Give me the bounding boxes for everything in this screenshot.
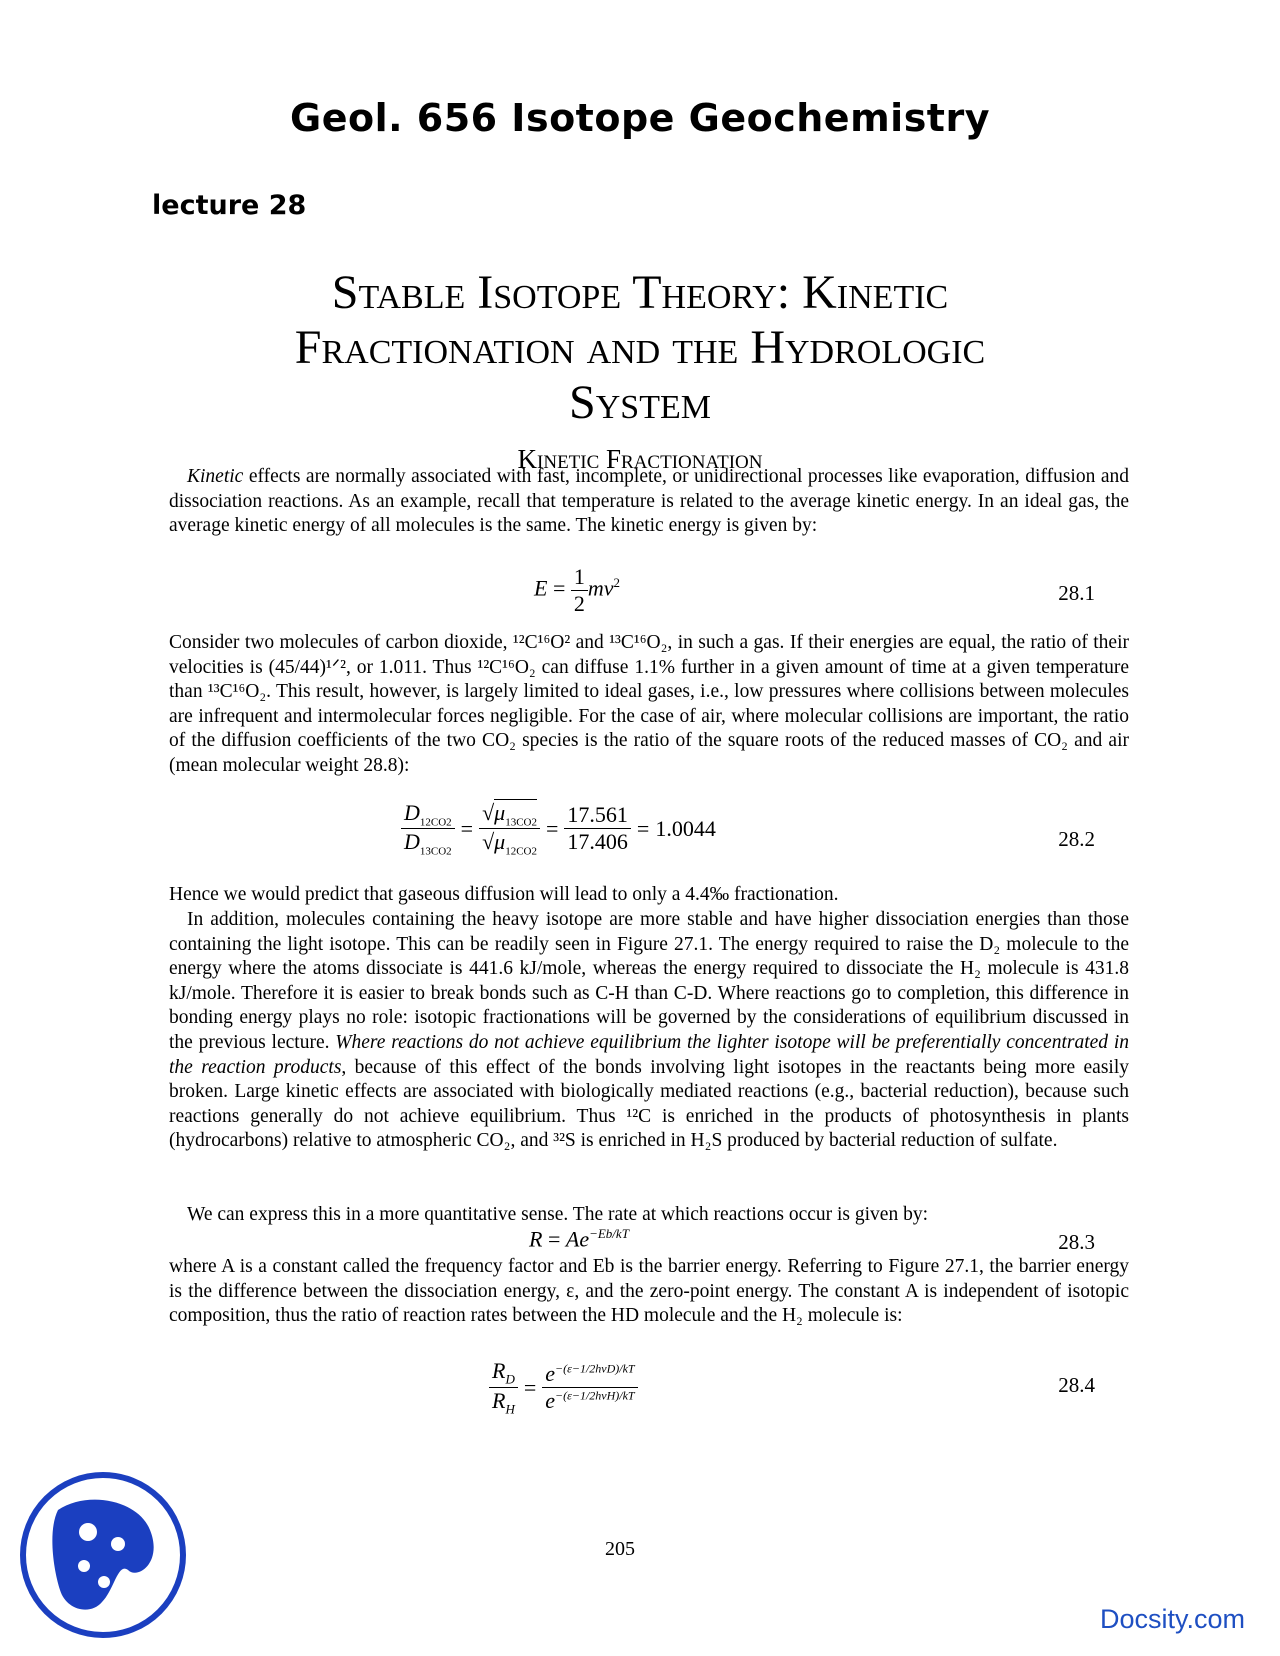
eq1-lhs: E [534, 575, 548, 601]
equation-28-2: $\frac{D_{12CO2}}{D_{13CO2}}$ = $\frac{√\mu_{13CO2}}{√\mu_{12CO2}}$ = $\frac{17.561}{17.406}$ = 1.0044 28.2 [169, 800, 1129, 880]
eq4-exponential-ratio [542, 1361, 637, 1414]
section-heading: Kinetic Fractionation [517, 444, 763, 474]
kinetic-italic: Kinetic [187, 466, 244, 487]
eq3-coefficient: A [565, 1226, 580, 1252]
eq4-lhs-num: R [492, 1358, 506, 1383]
eq2-mu-den: μ [494, 829, 506, 855]
eq1-numerator: 1 [571, 564, 588, 591]
paragraph-dissociation [169, 908, 1129, 1154]
eq1-number: 28.1 [1058, 581, 1095, 605]
paragraph-barrier-energy: where A is a constant called the frequency factor and Eb is the barrier energy. Referring to Figure 27.1, the barrier energy is the difference between the dissociation energy, ε, and the zero-point energy. The constant A is independent of isotopic composition, thus the ratio of reaction rates between the HD molecule and the H₂ molecule is: [169, 1256, 1129, 1327]
course-title: Geol. 656 Isotope Geochemistry [290, 96, 990, 140]
eq1-exponent: 2 [613, 575, 621, 591]
docsity-watermark[interactable]: Docsity.com [1100, 1604, 1246, 1634]
eq2-mu-num-sub: 13CO2 [505, 816, 537, 829]
eq2-result: 1.0044 [655, 815, 716, 841]
eq2-value-ratio [564, 802, 631, 855]
paragraph-dissociation-italic: Where reactions do not achieve equilibrium the lighter isotope will be preferentially concentrated in the reaction products [169, 1031, 1129, 1078]
paragraph-intro-text: effects are normally associated with fast, incomplete, or unidirectional processes like evaporation, diffusion and dissociation reactions. As an example, recall that temperature is related to the average kinetic energy. In an ideal gas, the average kinetic energy of all molecules is the same. The kinetic energy is given by: [169, 466, 1129, 537]
paragraph-co2-diffusion: Consider two molecules of carbon dioxide, ¹²C¹⁶O² and ¹³C¹⁶O₂, in such a gas. If their energies are equal, the ratio of their velocities is (45/44)¹ᐟ², or 1.011. Thus ¹²C¹⁶O₂ can diffuse 1.1% further in a given amount of time at a given temperature than ¹³C¹⁶O₂. This result, however, is largely limited to ideal gases, i.e., low pressures where collisions between molecules are infrequent and intermolecular forces negligible. For the case of air, where molecular collisions are important, the ratio of the diffusion coefficients of the two CO₂ species is the ratio of the square roots of the reduced masses of CO₂ and air (mean molecular weight 28.8): [169, 632, 1129, 776]
equation-28-1: E = $\frac{1}{2}$ $mv^2$ 28.1 [534, 564, 1095, 616]
paragraph-dissociation-text-b: , because of this effect of the bonds involving light isotopes in the reactants being more easily broken. Large kinetic effects are associated with biologically mediated reactions (e.g., bacterial reduction), because such reactions generally do not achieve equilibrium. Thus ¹²C is enriched in the products of photosynthesis in plants (hydrocarbons) relative to atmospheric CO₂, and ³²S is enriched in H₂S produced by bacterial reduction of sulfate. [169, 1056, 1129, 1152]
eq2-d-den-sub: 13CO2 [419, 845, 452, 858]
eq4-lhs-den-sub: H [505, 1401, 515, 1417]
eq2-mass-ratio: $\frac{√\mu_{13CO2}}{√\mu_{12CO2}}$ [479, 800, 540, 858]
eq4-rate-ratio [489, 1358, 518, 1418]
equation-28-3: $R = Ae^{-Eb/kT}$ 28.3 [529, 1226, 1095, 1254]
eq1-rhs: mv [587, 575, 614, 601]
eq3-base: e [579, 1226, 590, 1252]
eq4-rhs-den-base: e [545, 1388, 556, 1414]
paragraph-intro [169, 465, 1129, 539]
equation-28-4: $\frac{R_D}{R_H}$ = $\frac{e^{-(\varepsilon-1/2h\nu D)/kT}}{e^{-(\varepsilon-1/2h\nu H)/kT}}$ 28.4 [169, 1358, 1129, 1422]
docsity-logo-icon [18, 1470, 188, 1640]
eq2-mu-num: μ [494, 800, 506, 825]
eq2-d-num-sub: 12CO2 [419, 816, 452, 829]
eq4-rhs-num-base: e [545, 1361, 556, 1387]
paragraph-dissociation-text-a: In addition, molecules containing the heavy isotope are more stable and have higher dissociation energies than those containing the light isotope. This can be readily seen in Figure 27.1. The energy required to raise the D₂ molecule to the energy where the atoms dissociate is 441.6 kJ/mole, whereas the energy required to dissociate the H₂ molecule is 431.8 kJ/mole. Therefore it is easier to break bonds such as C-H than C-D. Where reactions go to completion, this difference in bonding energy plays no role: isotopic fractionations will be governed by the considerations of equilibrium discussed in the previous lecture. [169, 909, 1129, 1053]
eq2-mu-den-sub: 12CO2 [505, 845, 537, 858]
eq2-value-num: 17.561 [564, 802, 631, 829]
eq4-number: 28.4 [1058, 1373, 1095, 1397]
eq3-number: 28.3 [1058, 1230, 1095, 1254]
eq3-exponent: −Eb/kT [589, 1226, 629, 1241]
paragraph-quantitative: We can express this in a more quantitative sense. The rate at which reactions occur is given by: [187, 1204, 928, 1225]
eq2-diffusion-ratio [401, 800, 455, 858]
eq4-lhs-num-sub: D [505, 1371, 515, 1387]
title-line-1: Stable Isotope Theory: Kinetic [331, 266, 949, 319]
eq2-number: 28.2 [1058, 827, 1095, 851]
eq3-lhs: R [529, 1226, 543, 1252]
title-line-2: Fractionation and the Hydrologic [294, 321, 986, 374]
eq4-rhs-den-exp: −(ε−1/2hνH)/kT [555, 1389, 635, 1404]
lecture-label: lecture 28 [152, 190, 307, 221]
eq2-value-den: 17.406 [567, 829, 628, 855]
eq4-lhs-den: R [492, 1388, 506, 1414]
paragraph-fractionation: Hence we would predict that gaseous diffusion will lead to only a 4.4‰ fractionation. [169, 884, 839, 905]
eq2-d-den: D [404, 829, 420, 855]
eq1-denominator: 2 [573, 591, 585, 616]
page-title [0, 265, 1280, 430]
page-number: 205 [605, 1538, 635, 1560]
title-line-3: System [569, 376, 711, 429]
eq4-rhs-num-exp: −(ε−1/2hνD)/kT [555, 1362, 635, 1377]
eq2-d-num: D [404, 800, 420, 825]
eq1-fraction [571, 564, 588, 617]
